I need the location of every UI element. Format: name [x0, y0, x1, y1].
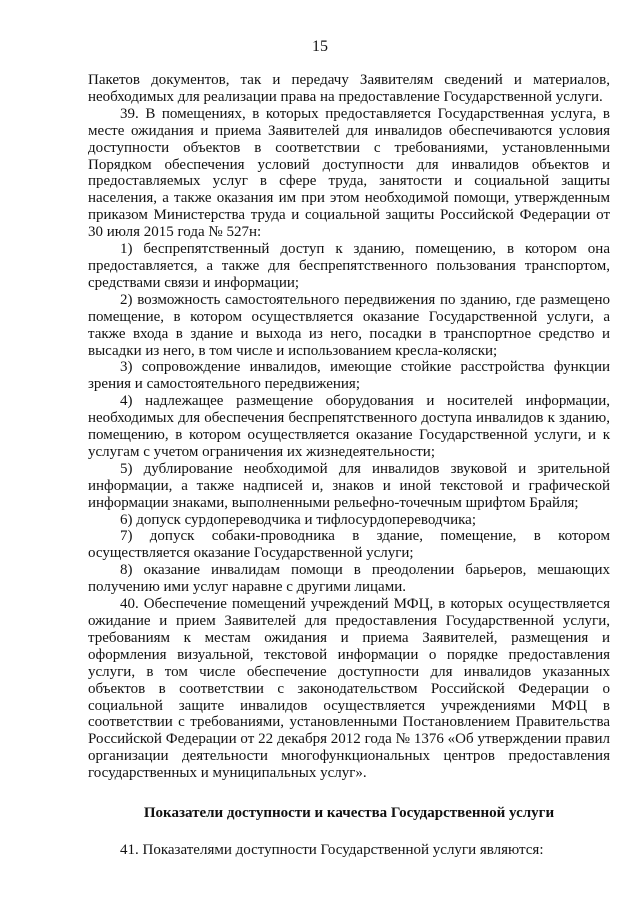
list-item-2: 2) возможность самостоятельного передвижения по зданию, где размещено помещение, в котором осуществляется оказание Государственной услуги, а также входа в здание и выхода из него, посадки в транспортное средство и высадки из него, в том числе и использованием кресла-коляски; — [88, 291, 610, 359]
paragraph-continuation: Пакетов документов, так и передачу Заявителям сведений и материалов, необходимых для реализации права на предоставление Государственной услуги. — [88, 72, 610, 105]
paragraph-41: 41. Показателями доступности Государственной услуги являются: — [120, 842, 544, 858]
page-number: 15 — [312, 38, 328, 55]
list-item-3: 3) сопровождение инвалидов, имеющие стойкие расстройства функции зрения и самостоятельного передвижения; — [88, 359, 610, 393]
paragraph-40: 40. Обеспечение помещений учреждений МФЦ, в которых осуществляется ожидание и прием Заявителей для предоставления Государственной услуги, требованиям к местам ожидания и приема Заявителей, размещения и оформления визуальной, текстовой информации о порядке предоставления услуги, в том числе обеспечение доступности для инвалидов указанных объектов в соответствии с законодательством Российской Федерации о социальной защите инвалидов осуществляется учреждениями МФЦ в соответствии с требованиями, установленными Постановлением Правительства Российской Федерации от 22 декабря 2012 года № 1376 «Об утверждении правил организации деятельности многофункциональных центров предоставления государственных и муниципальных услуг». — [88, 596, 610, 782]
list-item-4: 4) надлежащее размещение оборудования и носителей информации, необходимых для обеспечения беспрепятственного доступа инвалидов к зданию, помещению, в котором осуществляется оказание Государственной услуги, и к услугам с учетом ограничения их жизнедеятельности; — [88, 393, 610, 460]
list-item-7: 7) допуск собаки-проводника в здание, помещение, в котором осуществляется оказание Государственной услуги; — [88, 528, 610, 562]
list-item-8: 8) оказание инвалидам помощи в преодолении барьеров, мешающих получению ими услуг наравне с другими лицами. — [88, 562, 610, 596]
list-item-1: 1) беспрепятственный доступ к зданию, помещению, в котором она предоставляется, а также для беспрепятственного пользования транспортом, средствами связи и информации; — [88, 241, 610, 291]
document-body — [88, 72, 610, 782]
paragraph-39: 39. В помещениях, в которых предоставляется Государственная услуга, в месте ожидания и приема Заявителей для инвалидов обеспечиваются условия доступности объектов в соответствии с требованиями, установленными Порядком обеспечения условий доступности для инвалидов объектов и предоставляемых услуг в сфере труда, занятости и социальной защиты населения, а также оказания им при этом необходимой помощи, утвержденным приказом Министерства труда и социальной защиты Российской Федерации от 30 июля 2015 года № 527н: — [88, 105, 610, 241]
section-heading: Показатели доступности и качества Государственной услуги — [143, 805, 555, 821]
list-item-6: 6) допуск сурдопереводчика и тифлосурдопереводчика; — [120, 511, 476, 528]
list-item-5: 5) дублирование необходимой для инвалидов звуковой и зрительной информации, а также надписей и, знаков и иной текстовой и графической информации знаками, выполненными рельефно-точечным шрифтом Брайля; — [88, 460, 610, 511]
